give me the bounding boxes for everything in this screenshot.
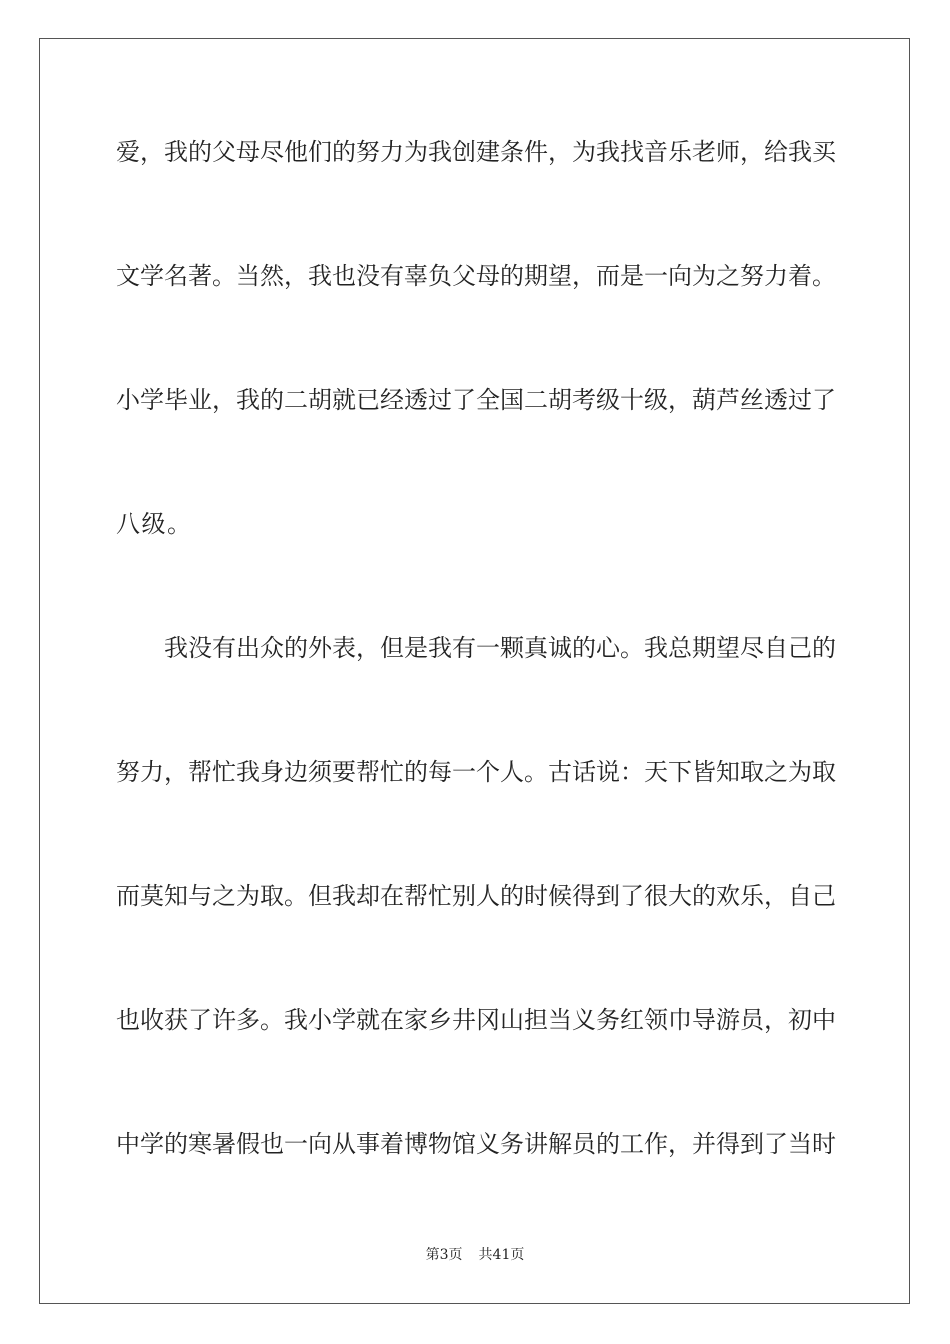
page-number: 第3页	[425, 1247, 463, 1263]
page-frame	[39, 38, 910, 1304]
body-line-1: 爱，我的父母尽他们的努力为我创建条件，为我找音乐老师，给我买	[116, 138, 836, 166]
body-line-7: 而莫知与之为取。但我却在帮忙别人的时候得到了很大的欢乐，自己	[116, 882, 836, 910]
body-line-3: 小学毕业，我的二胡就已经透过了全国二胡考级十级，葫芦丝透过了	[116, 386, 836, 414]
body-line-9: 中学的寒暑假也一向从事着博物馆义务讲解员的工作，并得到了当时	[116, 1130, 836, 1158]
body-line-2: 文学名著。当然，我也没有辜负父母的期望，而是一向为之努力着。	[116, 262, 836, 290]
body-line-6: 努力，帮忙我身边须要帮忙的每一个人。古话说：天下皆知取之为取	[116, 758, 836, 786]
page-total: 共41页	[478, 1247, 525, 1263]
body-line-5: 我没有出众的外表，但是我有一颗真诚的心。我总期望尽自己的	[164, 634, 836, 662]
body-line-4: 八级。	[116, 510, 193, 538]
body-line-8: 也收获了许多。我小学就在家乡井冈山担当义务红领巾导游员，初中	[116, 1006, 836, 1034]
page-footer	[0, 1244, 950, 1264]
